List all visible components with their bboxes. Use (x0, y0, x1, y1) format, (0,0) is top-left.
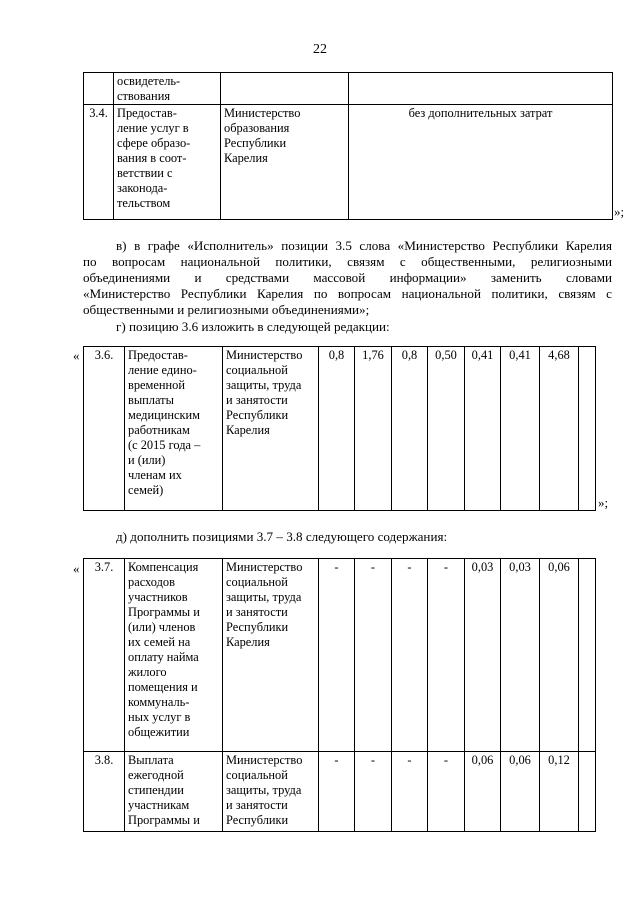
cell-executor: Министерство социальной защиты, труда и занятости Республики (223, 752, 319, 832)
paragraph-d: д) дополнить позициями 3.7 – 3.8 следующего содержания: (116, 529, 448, 544)
cell-value: 0,50 (428, 347, 465, 511)
cell-executor: Министерство образования Республики Карелия (221, 105, 349, 220)
cell-executor: Министерство социальной защиты, труда и занятости Республики Карелия (223, 559, 319, 752)
paragraph-v-line-3: объединениями и средствами массовой информации» заменить словами (83, 270, 612, 285)
cell-value: 1,76 (355, 347, 392, 511)
cell-empty (579, 347, 596, 511)
cell-name: освидетель- ствования (114, 73, 221, 105)
cell-empty (579, 752, 596, 832)
table-row (84, 559, 596, 752)
table-row (84, 752, 596, 832)
cell-num: 3.4. (84, 105, 114, 220)
cell-value: 0,03 (465, 559, 501, 752)
cell-value: 0,41 (501, 347, 540, 511)
paragraph-v-line-5: общественными и религиозными объединениями»; (83, 302, 370, 317)
page-number: 22 (313, 42, 327, 57)
paragraph-v-line-2: по вопросам национальной политики, связям с общественными, религиозными (83, 254, 612, 269)
cell-value: 0,06 (465, 752, 501, 832)
cell-name: Предостав- ление услуг в сфере образо- вания в соот- ветствии с законода- тельством (114, 105, 221, 220)
cell-value: - (392, 559, 428, 752)
paragraph-g: г) позицию 3.6 изложить в следующей редакции: (116, 319, 390, 334)
cell-num: 3.8. (84, 752, 125, 832)
cell-value: 0,8 (392, 347, 428, 511)
paragraph-v-line-4: «Министерство Республики Карелия по вопросам национальной политики, связям с (83, 286, 612, 301)
closing-quote: »; (598, 495, 609, 510)
cell-value: - (319, 752, 355, 832)
cell-value: - (319, 559, 355, 752)
table-positions-3-4 (83, 72, 613, 220)
table-row (84, 105, 613, 220)
table-positions-3-7-3-8 (83, 558, 596, 832)
cell-value: 0,12 (540, 752, 579, 832)
cell-amount: без дополнительных затрат (349, 105, 613, 220)
cell-value: 0,8 (319, 347, 355, 511)
cell-value: 4,68 (540, 347, 579, 511)
cell-empty (579, 559, 596, 752)
cell-value: - (355, 559, 392, 752)
paragraph-v-line-1: в) в графе «Исполнитель» позиции 3.5 слова «Министерство Республики Карелия (116, 238, 612, 253)
table-row (84, 347, 596, 511)
cell-value: - (392, 752, 428, 832)
opening-quote: « (73, 561, 80, 576)
cell-name: Компенсация расходов участников Программы и (или) членов их семей на оплату найма жилого помещения и коммуналь- ных услуг в общежитии (125, 559, 223, 752)
cell-amount (349, 73, 613, 105)
table-row (84, 73, 613, 105)
cell-value: 0,03 (501, 559, 540, 752)
cell-num (84, 73, 114, 105)
table-position-3-6 (83, 346, 596, 511)
cell-value: 0,06 (540, 559, 579, 752)
cell-num: 3.7. (84, 559, 125, 752)
cell-value: - (355, 752, 392, 832)
cell-name: Предостав- ление едино- временной выплаты медицинским работникам (с 2015 года – и (или) членам их семей) (125, 347, 223, 511)
cell-name: Выплата ежегодной стипендии участникам Программы и (125, 752, 223, 832)
closing-quote: »; (614, 204, 625, 219)
cell-value: - (428, 559, 465, 752)
cell-executor: Министерство социальной защиты, труда и занятости Республики Карелия (223, 347, 319, 511)
cell-executor (221, 73, 349, 105)
cell-value: 0,06 (501, 752, 540, 832)
cell-num: 3.6. (84, 347, 125, 511)
cell-value: - (428, 752, 465, 832)
opening-quote: « (73, 348, 80, 363)
cell-value: 0,41 (465, 347, 501, 511)
